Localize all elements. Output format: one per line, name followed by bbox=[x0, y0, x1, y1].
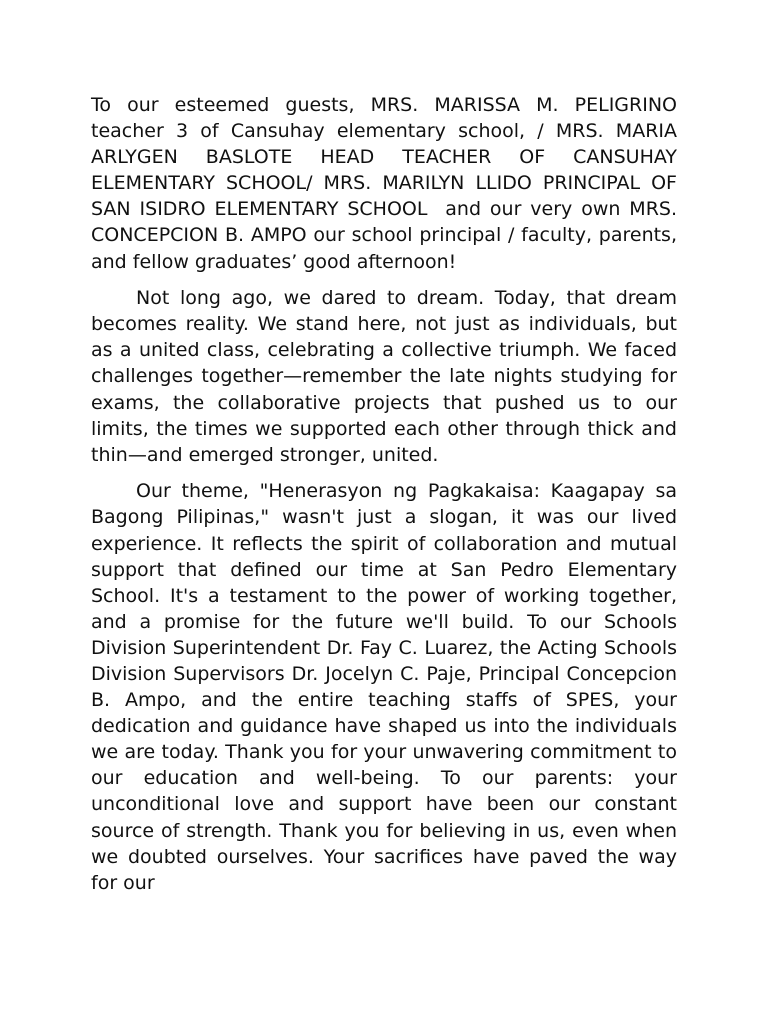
greeting-paragraph: To our esteemed guests, MRS. MARISSA M. PELIGRINO teacher 3 of Cansuhay elementary school, / MRS. MARIA ARLYGEN BASLOTE HEAD TEACHER OF CANSUHAY ELEMENTARY SCHOOL/ MRS. MARILYN LLIDO PRINCIPAL OF SAN ISIDRO ELEMENTARY SCHOOL and our very own MRS. CONCEPCION B. AMPO our school principal / faculty, parents, and fellow graduates’ good afternoon! bbox=[91, 94, 684, 273]
dream-paragraph: Not long ago, we dared to dream. Today, that dream becomes reality. We stand here, not just as individuals, but as a united class, celebrating a collective triumph. We faced challenges together—remember the late nights studying for exams, the collaborative projects that pushed us to our limits, the times we supported each other through thick and thin—and emerged stronger, united. bbox=[91, 287, 684, 466]
theme-paragraph: Our theme, "Henerasyon ng Pagkakaisa: Kaagapay sa Bagong Pilipinas," wasn't just a slogan, it was our lived experience. It reflects the spirit of collaboration and mutual support that defined our time at San Pedro Elementary School. It's a testament to the power of working together, and a promise for the future we'll build. To our Schools Division Superintendent Dr. Fay C. Luarez, the Acting Schools Division Supervisors Dr. Jocelyn C. Paje, Principal Concepcion B. Ampo, and the entire teaching staffs of SPES, your dedication and guidance have shaped us into the individuals we are today. Thank you for your unwavering commitment to our education and well-being. To our parents: your unconditional love and support have been our constant source of strength. Thank you for believing in us, even when we doubted ourselves. Your sacrifices have paved the way for our bbox=[91, 480, 684, 894]
speech-body bbox=[91, 92, 684, 906]
